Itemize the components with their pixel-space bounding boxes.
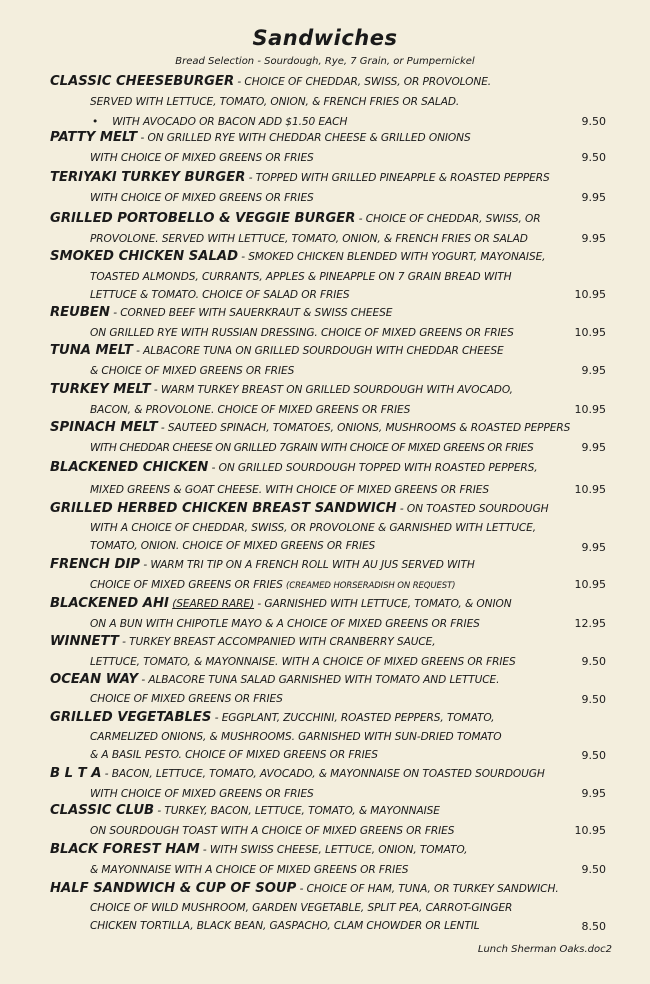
item-desc: - EGGPLANT, ZUCCHINI, ROASTED PEPPERS, TOMATO, <box>214 712 495 724</box>
item-price: 10.95 <box>574 288 606 301</box>
item-desc: CHOICE OF MIXED GREENS OR FRIES <box>90 693 283 705</box>
item-name: FRENCH DIP <box>50 557 141 572</box>
item-desc: - SMOKED CHICKEN BLENDED WITH YOGURT, MAYONAISE, <box>241 251 546 263</box>
item-desc: & MAYONNAISE WITH A CHOICE OF MIXED GREENS OR FRIES <box>90 864 409 876</box>
item-price: 8.50 <box>581 920 606 933</box>
item-desc: CHOICE OF WILD MUSHROOM, GARDEN VEGETABLE, SPLIT PEA, CARROT-GINGER <box>90 902 513 914</box>
item-desc: TOMATO, ONION. CHOICE OF MIXED GREENS OR FRIES <box>90 540 376 552</box>
item-name: BLACKENED AHI <box>50 596 169 611</box>
item-name: OCEAN WAY <box>50 672 139 687</box>
item-price: 9.50 <box>581 693 606 706</box>
item-note: (CREAMED HORSERADISH ON REQUEST) <box>286 581 456 591</box>
item-desc: ON GRILLED RYE WITH RUSSIAN DRESSING. CHOICE OF MIXED GREENS OR FRIES <box>90 327 514 339</box>
item-desc: - TURKEY BREAST ACCOMPANIED WITH CRANBERRY SAUCE, <box>122 636 436 648</box>
item-name: SPINACH MELT <box>50 420 158 435</box>
item-name: TUNA MELT <box>50 343 133 358</box>
item-desc: PROVOLONE. SERVED WITH LETTUCE, TOMATO, ONION, & FRENCH FRIES OR SALAD <box>90 233 528 245</box>
item-desc: - WARM TURKEY BREAST ON GRILLED SOURDOUGH WITH AVOCADO, <box>153 384 513 396</box>
item-price: 10.95 <box>574 824 606 837</box>
item-desc: - SAUTEED SPINACH, TOMATOES, ONIONS, MUSHROOMS & ROASTED PEPPERS <box>160 422 571 434</box>
item-name: REUBEN <box>50 305 110 320</box>
item-desc: LETTUCE, TOMATO, & MAYONNAISE. WITH A CHOICE OF MIXED GREENS OR FRIES <box>90 656 516 668</box>
item-price: 10.95 <box>574 326 606 339</box>
item-price: 9.50 <box>581 655 606 668</box>
item-name: TERIYAKI TURKEY BURGER <box>50 170 246 185</box>
item-desc: ON A BUN WITH CHIPOTLE MAYO & A CHOICE OF MIXED GREENS OR FRIES <box>90 618 480 630</box>
item-price: 9.50 <box>581 863 606 876</box>
item-name: CLASSIC CLUB <box>50 803 155 818</box>
item-desc: SERVED WITH LETTUCE, TOMATO, ONION, & FRENCH FRIES OR SALAD. <box>90 96 460 108</box>
item-desc: - CHOICE OF HAM, TUNA, OR TURKEY SANDWICH. <box>299 883 559 895</box>
item-desc: WITH CHOICE OF MIXED GREENS OR FRIES <box>90 152 314 164</box>
item-name: GRILLED VEGETABLES <box>50 710 212 725</box>
item-desc: - GARNISHED WITH LETTUCE, TOMATO, & ONION <box>257 598 512 610</box>
item-name: B L T A <box>50 766 102 781</box>
item-name: GRILLED HERBED CHICKEN BREAST SANDWICH <box>50 501 397 516</box>
item-desc: - WARM TRI TIP ON A FRENCH ROLL WITH AU JUS SERVED WITH <box>143 559 475 571</box>
item-desc: WITH CHOICE OF MIXED GREENS OR FRIES <box>90 192 314 204</box>
item-desc: - CHOICE OF CHEDDAR, SWISS, OR <box>358 213 541 225</box>
item-name: HALF SANDWICH & CUP OF SOUP <box>50 881 297 896</box>
item-name: TURKEY MELT <box>50 382 151 397</box>
seared-rare-note: (SEARED RARE) <box>172 598 255 610</box>
item-desc: & A BASIL PESTO. CHOICE OF MIXED GREENS OR FRIES <box>90 749 378 761</box>
item-desc: WITH CHOICE OF MIXED GREENS OR FRIES <box>90 788 314 800</box>
item-name: BLACKENED CHICKEN <box>50 460 209 475</box>
footer-filename: Lunch Sherman Oaks.doc2 <box>477 944 612 955</box>
item-desc: - ALBACORE TUNA ON GRILLED SOURDOUGH WITH CHEDDAR CHEESE <box>136 345 504 357</box>
item-desc: CARMELIZED ONIONS, & MUSHROOMS. GARNISHED WITH SUN-DRIED TOMATO <box>90 731 502 743</box>
item-desc: BACON, & PROVOLONE. CHOICE OF MIXED GREENS OR FRIES <box>90 404 411 416</box>
item-desc: LETTUCE & TOMATO. CHOICE OF SALAD OR FRIES <box>90 289 350 301</box>
item-name: BLACK FOREST HAM <box>50 842 200 857</box>
item-desc: - BACON, LETTUCE, TOMATO, AVOCADO, & MAYONNAISE ON TOASTED SOURDOUGH <box>104 768 545 780</box>
item-price: 9.95 <box>581 191 606 204</box>
item-desc: WITH CHEDDAR CHEESE ON GRILLED 7GRAIN WITH CHOICE OF MIXED GREENS OR FRIES <box>90 442 534 454</box>
item-name: WINNETT <box>50 634 119 649</box>
item-name: PATTY MELT <box>50 130 138 145</box>
item-price: 9.95 <box>581 364 606 377</box>
item-desc: - ON GRILLED SOURDOUGH TOPPED WITH ROASTED PEPPERS, <box>211 462 538 474</box>
bullet-icon: • <box>92 116 99 128</box>
item-desc: WITH AVOCADO OR BACON ADD $1.50 EACH <box>112 116 348 128</box>
item-name: CLASSIC CHEESEBURGER <box>50 74 235 89</box>
item-desc: - ON TOASTED SOURDOUGH <box>399 503 549 515</box>
item-price: 9.50 <box>581 749 606 762</box>
item-desc: TOASTED ALMONDS, CURRANTS, APPLES & PINEAPPLE ON 7 GRAIN BREAD WITH <box>90 271 512 283</box>
item-desc: - WITH SWISS CHEESE, LETTUCE, ONION, TOMATO, <box>202 844 468 856</box>
item-name: SMOKED CHICKEN SALAD <box>50 249 239 264</box>
item-desc: WITH A CHOICE OF CHEDDAR, SWISS, OR PROVOLONE & GARNISHED WITH LETTUCE, <box>90 522 537 534</box>
item-desc: - ON GRILLED RYE WITH CHEDDAR CHEESE & GRILLED ONIONS <box>140 132 471 144</box>
item-price: 10.95 <box>574 578 606 591</box>
item-desc: - TOPPED WITH GRILLED PINEAPPLE & ROASTED PEPPERS <box>248 172 550 184</box>
bread-selection: Bread Selection - Sourdough, Rye, 7 Grain, or Pumpernickel <box>175 56 475 67</box>
item-desc: MIXED GREENS & GOAT CHEESE. WITH CHOICE OF MIXED GREENS OR FRIES <box>90 484 489 496</box>
item-desc: - CORNED BEEF WITH SAUERKRAUT & SWISS CHEESE <box>113 307 393 319</box>
item-desc: ON SOURDOUGH TOAST WITH A CHOICE OF MIXED GREENS OR FRIES <box>90 825 455 837</box>
item-price: 9.95 <box>581 787 606 800</box>
item-desc: - TURKEY, BACON, LETTUCE, TOMATO, & MAYONNAISE <box>157 805 440 817</box>
item-desc: - ALBACORE TUNA SALAD GARNISHED WITH TOMATO AND LETTUCE. <box>141 674 500 686</box>
item-price: 9.50 <box>581 151 606 164</box>
item-desc: & CHOICE OF MIXED GREENS OR FRIES <box>90 365 295 377</box>
item-price: 12.95 <box>574 617 606 630</box>
item-price: 10.95 <box>574 403 606 416</box>
item-price: 9.50 <box>581 115 606 128</box>
item-desc: CHICKEN TORTILLA, BLACK BEAN, GASPACHO, CLAM CHOWDER OR LENTIL <box>90 920 480 932</box>
item-price: 9.95 <box>581 541 606 554</box>
item-desc: - CHOICE OF CHEDDAR, SWISS, OR PROVOLONE. <box>237 76 492 88</box>
item-price: 10.95 <box>574 483 606 496</box>
item-price: 9.95 <box>581 441 606 454</box>
page-title: Sandwiches <box>252 26 398 50</box>
item-name: GRILLED PORTOBELLO & VEGGIE BURGER <box>50 211 356 226</box>
item-desc: CHOICE OF MIXED GREENS OR FRIES <box>90 579 283 591</box>
item-price: 9.95 <box>581 232 606 245</box>
